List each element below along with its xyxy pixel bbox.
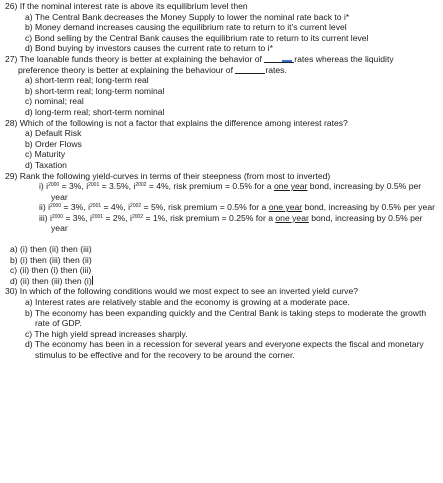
item-label: iii) [39,212,48,223]
year-superscript: 2001 [90,203,102,210]
year-superscript: 2000 [51,213,64,220]
question-stem: 29) Rank the following yield-curves in terms of their steepness (from most to inverted) [5,170,331,181]
option-label: d) [10,275,18,286]
option-text: Interest rates are relatively stable and the economy is growing at a moderate pace. [35,297,350,308]
option-label: b) [25,307,33,318]
yield-curve-item-i: i) $i^{2000} = 3\%$, $i^{2001} = 3.5\%$, $i^{2002} = 4\%$, risk premium = 0.5% for a one year bond, increasing by 0.5% per year [39,181,422,202]
option-a[interactable] [5,75,439,86]
option-label: d) [25,43,33,54]
year-superscript: 2002 [130,203,142,210]
option-text: Bond buying by investors causes the current rate to return to i* [35,43,273,54]
stem-text: rates. [265,64,287,75]
option-a[interactable] [5,244,439,255]
item-text: bond, increasing by 0.5% per year [51,212,423,234]
question-stem-line-1 [5,54,439,65]
spellcheck-underline [282,54,292,62]
item-text: = 3%, i [61,202,91,213]
item-text: = 3.5%, i [99,181,136,192]
option-text: Default Risk [35,128,82,139]
option-b[interactable] [5,308,439,329]
question-26 [5,1,439,54]
option-d[interactable] [5,276,439,287]
year-superscript: 2000 [49,203,62,210]
option-text: The high yield spread increases sharply. [34,328,188,339]
question-stem: 30) In which of the following conditions would we most expect to see an inverted yield curve? [5,286,359,297]
option-text: short-term real; long-term real [35,75,149,86]
option-d[interactable] [5,43,439,54]
option-a[interactable] [5,12,439,23]
option-label: a) [25,75,33,86]
item-text: = 4%, i [101,202,131,213]
question-29 [5,171,439,287]
underlined-text: one year [268,202,303,213]
option-label: c) [25,328,33,339]
option-d[interactable] [5,107,439,118]
option-label: a) [25,297,33,308]
question-27 [5,54,439,118]
option-b[interactable] [5,22,439,33]
question-30 [5,286,439,360]
stem-text: preference theory is better at explaining the behaviour of [18,64,233,75]
item-label: ii) [39,202,46,213]
question-stem-line-2 [5,65,439,76]
option-a[interactable] [5,128,439,139]
question-stem: 28) Which of the following is not a factor that explains the difference among interest rates? [5,117,348,128]
option-text: (ii) then (iii) then (i) [20,275,92,286]
option-label: b) [10,254,18,265]
option-text: The economy has been in a recession for several years and everyone expects the fiscal and monetary stimulus to be effective and for the recovery to be around the corner. [34,339,424,360]
option-text: nominal; real [34,96,84,107]
year-superscript: 2001 [88,182,100,189]
option-b[interactable] [5,139,439,150]
option-text: Maturity [34,149,66,160]
option-label: d) [25,106,33,117]
option-text: Bond selling by the Central Bank causes the equilibrium rate to return to its current level [34,32,369,43]
option-c[interactable] [5,265,439,276]
option-text: Order Flows [35,138,82,149]
question-stem: 26) If the nominal interest rate is above its equilibrium level then [5,1,248,11]
option-text: short-term real; long-term nominal [35,85,165,96]
year-superscript: 2002 [135,182,147,189]
year-superscript: 2002 [131,213,144,220]
option-text: The economy has been expanding quickly and the Central Bank is taking steps to moderate the growth rate of GDP. [34,307,427,329]
option-c[interactable] [5,149,439,160]
option-text: (i) then (iii) then (ii) [20,254,92,265]
year-superscript: 2000 [48,182,60,189]
underlined-text: one year [275,212,309,223]
stem-text: rates whereas the liquidity [294,53,394,64]
option-label: d) [25,339,33,350]
option-label: c) [25,32,33,43]
item-label: i) [39,181,44,192]
answer-blank[interactable] [235,65,265,74]
option-label: c) [25,96,33,107]
option-label: b) [25,22,33,33]
underlined-text: one year [273,181,308,192]
item-text: = 4%, risk premium = 0.5% for a [146,181,274,192]
item-text: = 2%, i [103,212,132,223]
option-text: Taxation [34,159,67,170]
option-label: c) [10,265,18,276]
option-c[interactable] [5,33,439,44]
option-text: long-term real; short-term nominal [35,106,165,117]
option-c[interactable] [5,329,439,340]
option-d[interactable] [5,160,439,171]
item-text: = 3%, i [59,181,89,192]
option-text: The Central Bank decreases the Money Supply to lower the nominal rate back to i* [34,11,350,22]
option-label: d) [25,159,33,170]
option-text: (i) then (ii) then (iii) [20,244,92,255]
item-text: = 5%, risk premium = 0.5% for a [141,202,269,213]
option-b[interactable] [5,255,439,266]
stem-text: 27) The loanable funds theory is better at explaining the behavior of [5,53,262,64]
option-label: a) [10,244,18,255]
option-a[interactable] [5,297,439,308]
option-text: Money demand increases causing the equilibrium rate to return to it's current level [35,22,347,33]
text-cursor [92,276,93,285]
year-superscript: 2001 [91,213,104,220]
option-b[interactable] [5,86,439,97]
option-label: a) [25,11,33,22]
item-text: = 3%, i [63,212,92,223]
question-28 [5,118,439,171]
yield-curve-item-iii: iii) $i^{2000} = 3\%$, $i^{2001} = 2\%$, $i^{2002} = 1\%$, risk premium = 0.25% for a one year bond, increasing by 0.5% per year [39,212,423,234]
option-text: (ii) then (i) then (iii) [19,265,92,276]
option-d[interactable] [5,339,439,360]
item-text: bond, increasing by 0.5% per year [302,202,435,213]
item-text: bond, increasing by 0.5% per year [51,181,422,202]
option-label: c) [25,149,33,160]
yield-curve-item-ii: ii) $i^{2000} = 3\%$, $i^{2001} = 4\%$, $i^{2002} = 5\%$, risk premium = 0.5% for a one year bond, increasing by 0.5% per year [39,202,435,213]
item-text: = 1%, risk premium = 0.25% for a [143,212,276,223]
option-label: a) [25,128,33,139]
option-label: b) [25,85,33,96]
option-label: b) [25,138,33,149]
option-c[interactable] [5,96,439,107]
